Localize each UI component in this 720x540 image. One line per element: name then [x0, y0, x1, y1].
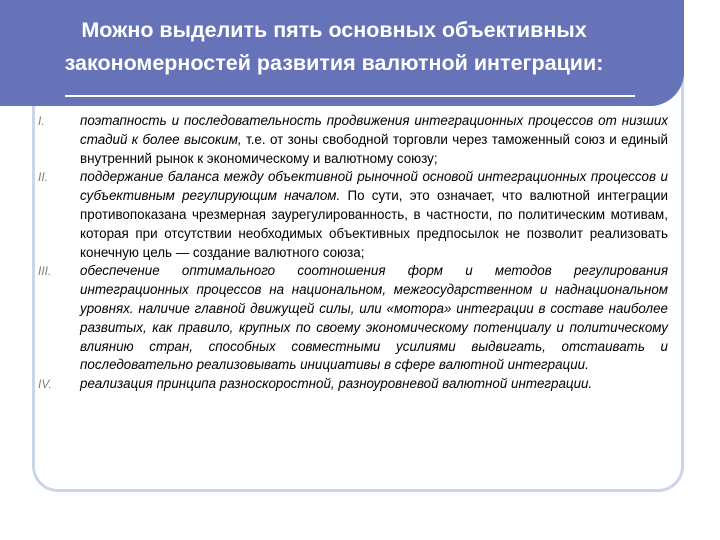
title-line-2: закономерностей развития валютной интеграции:	[64, 51, 604, 75]
item-text	[80, 375, 668, 394]
item-text-italic: обеспечение оптимального соотношения форм и методов регулирования интеграционных процессов на национальном, межгосударственном и наднациональном уровнях. наличие главной движущей силы, или «мотора» интеграции в составе наиболее развитых, как правило, крупных по своему экономическому потенциалу и политическому влиянию стран, способных совместными усилиями выдвигать, отстаивать и последовательно реализовывать инициативы в сфере валютной интеграции.	[80, 263, 668, 373]
item-text-italic: поддержание баланса между объективной рыночной основой интеграционных процессов и субъективным регулирующим началом.	[80, 169, 668, 204]
item-number: I.	[38, 114, 45, 128]
list-item	[38, 262, 668, 375]
item-number: III.	[38, 264, 52, 279]
item-text	[80, 168, 668, 262]
item-number: IV.	[38, 377, 52, 392]
item-text-regular: По сути, это означает, что валютной интеграции противопоказана чрезмерная заурегулированность, в частности, по политическим мотивам, которая при отсутствии необходимых объективных предпосылок не позволит реализовать конечную цель — создание валютного союза;	[80, 188, 668, 260]
title-line-1: Можно выделить пять основных объективных	[81, 18, 587, 42]
list-item	[38, 375, 668, 394]
regularities-list	[38, 112, 668, 394]
item-text-italic: поэтапность и последовательность продвижения интеграционных процессов от низших стадий к более высоким,	[80, 113, 668, 147]
slide-title	[14, 14, 654, 80]
item-text	[80, 262, 668, 375]
list-item	[38, 112, 668, 168]
item-number: II.	[38, 170, 49, 185]
item-text-italic: реализация принципа разноскоростной, разноуровневой валютной интеграции.	[80, 376, 593, 392]
item-text	[80, 112, 668, 168]
title-underline	[65, 95, 635, 97]
list-item	[38, 168, 668, 262]
item-text-regular: т.е. от зоны свободной торговли через таможенный союз и единый внутренний рынок к экономическому и валютному союзу;	[80, 131, 669, 166]
